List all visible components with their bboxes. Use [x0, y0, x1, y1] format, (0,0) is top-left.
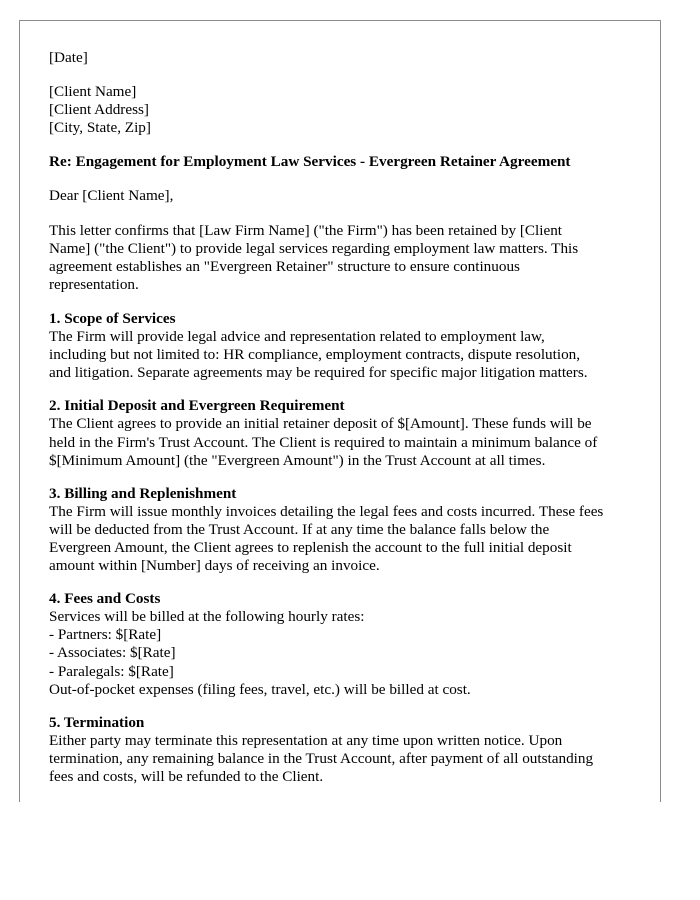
section-line: The Firm will provide legal advice and representation related to employment law, [49, 328, 545, 346]
rate-item-paralegals: - Paralegals: $[Rate] [49, 662, 174, 680]
section-heading: 3. Billing and Replenishment [49, 484, 237, 502]
letter-page [19, 20, 661, 802]
section-body [49, 415, 649, 469]
section-heading: 2. Initial Deposit and Evergreen Requirement [49, 397, 345, 415]
recipient-block [49, 83, 649, 137]
section-line: and litigation. Separate agreements may be required for specific major litigation matters. [49, 364, 588, 382]
intro-line: This letter confirms that [Law Firm Name] ("the Firm") has been retained by [Client [49, 221, 563, 239]
recipient-name: [Client Name] [49, 83, 137, 101]
salutation-text: Dear [Client Name], [49, 187, 174, 205]
recipient-address: [Client Address] [49, 101, 149, 119]
section-line: termination, any remaining balance in the Trust Account, after payment of all outstanding [49, 749, 594, 767]
salutation [49, 187, 649, 205]
section-termination [49, 714, 649, 786]
section-billing-replenishment [49, 485, 649, 575]
date-text: [Date] [49, 49, 88, 66]
intro-line: Name] ("the Client") to provide legal services regarding employment law matters. This [49, 239, 579, 257]
section-line: Out-of-pocket expenses (filing fees, travel, etc.) will be billed at cost. [49, 680, 471, 698]
section-line: Services will be billed at the following hourly rates: [49, 608, 365, 626]
section-line: $[Minimum Amount] (the "Evergreen Amount") in the Trust Account at all times. [49, 451, 546, 469]
rate-item-partners: - Partners: $[Rate] [49, 626, 162, 644]
section-fees-costs [49, 590, 649, 699]
section-line: Evergreen Amount, the Client agrees to replenish the account to the full initial deposit [49, 538, 572, 556]
section-body [49, 608, 649, 698]
section-line: held in the Firm's Trust Account. The Client is required to maintain a minimum balance of [49, 433, 598, 451]
section-line: fees and costs, will be refunded to the Client. [49, 768, 324, 785]
section-heading: 4. Fees and Costs [49, 590, 161, 608]
section-body [49, 732, 649, 786]
section-line: will be deducted from the Trust Account. If at any time the balance falls below the [49, 520, 550, 538]
subject-line: Re: Engagement for Employment Law Services - Evergreen Retainer Agreement [49, 153, 571, 171]
intro-paragraph [49, 222, 649, 294]
section-scope-of-services [49, 310, 649, 382]
section-initial-deposit [49, 397, 649, 469]
section-line: including but not limited to: HR compliance, employment contracts, dispute resolution, [49, 346, 581, 364]
recipient-city-state-zip: [City, State, Zip] [49, 119, 151, 137]
intro-line: agreement establishes an "Evergreen Retainer" structure to ensure continuous [49, 257, 520, 275]
date-line [49, 49, 649, 67]
section-line: The Firm will issue monthly invoices detailing the legal fees and costs incurred. These fees [49, 502, 604, 520]
section-line: The Client agrees to provide an initial retainer deposit of $[Amount]. These funds will be [49, 415, 592, 433]
section-body [49, 503, 649, 575]
section-body [49, 328, 649, 382]
rate-item-associates: - Associates: $[Rate] [49, 644, 176, 662]
section-heading: 1. Scope of Services [49, 309, 176, 327]
intro-line: representation. [49, 275, 139, 293]
section-line: amount within [Number] days of receiving an invoice. [49, 557, 380, 575]
letter-body [49, 49, 649, 801]
section-line: Either party may terminate this representation at any time upon written notice. Upon [49, 731, 563, 749]
section-heading: 5. Termination [49, 713, 145, 731]
